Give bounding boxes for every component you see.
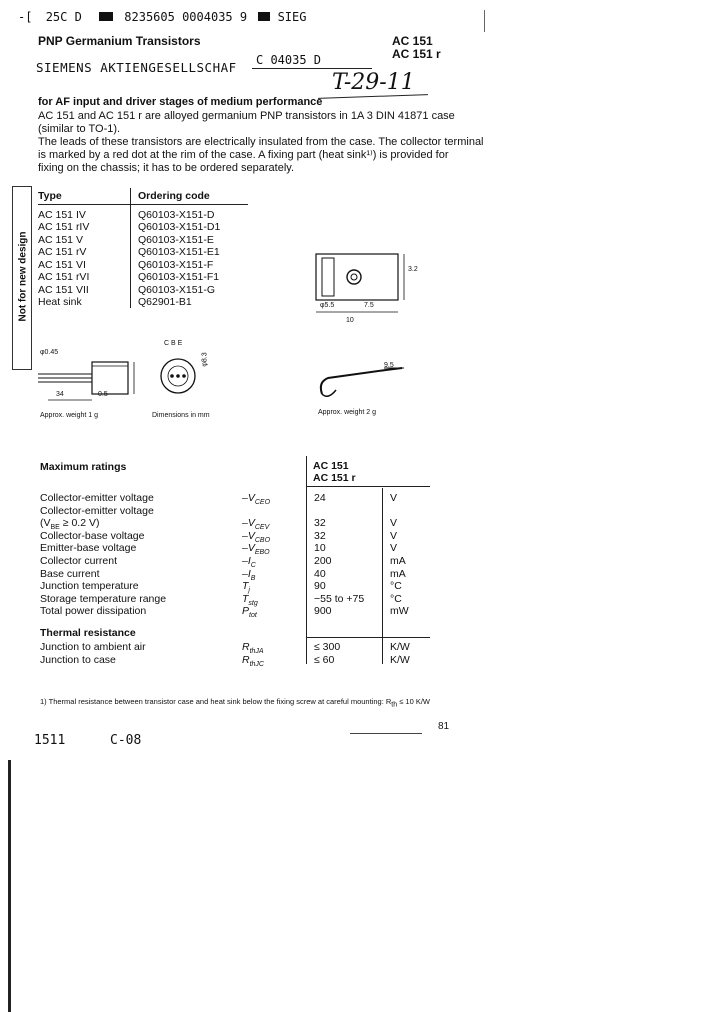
stamp-left: 1511 bbox=[34, 733, 66, 748]
rating-symbol-main: T bbox=[242, 592, 249, 605]
rating-param bbox=[40, 605, 146, 617]
ordering-code-2: Q60103-X151-D1 bbox=[138, 221, 221, 233]
scan-brand: SIEG bbox=[277, 10, 307, 24]
rating-symbol-main: –V bbox=[242, 517, 255, 530]
dimensions-caption: Dimensions in mm bbox=[152, 412, 210, 419]
footnote bbox=[40, 697, 430, 709]
rating-value: 24 bbox=[314, 492, 326, 504]
rating-unit: °C bbox=[390, 580, 402, 593]
ordering-code-4: Q60103-X151-E1 bbox=[138, 246, 220, 258]
rating-unit: V bbox=[390, 542, 398, 555]
max-ratings-left-rule bbox=[306, 456, 307, 664]
max-ratings-top-rule bbox=[306, 486, 430, 487]
rating-param-text: Junction to ambient air bbox=[40, 641, 146, 653]
rating-unit: K/W bbox=[390, 641, 410, 653]
ordering-code-1: Q60103-X151-D bbox=[138, 209, 215, 221]
ordering-code-7: Q60103-X151-G bbox=[138, 284, 216, 296]
part-number-2: AC 151 r bbox=[392, 47, 441, 61]
rating-param bbox=[40, 530, 144, 542]
transistor-dim-3: 0.5 bbox=[98, 391, 108, 398]
transistor-caption: Approx. weight 1 g bbox=[40, 412, 98, 419]
max-ratings-col-2: AC 151 r bbox=[313, 472, 356, 484]
ordering-column-rule bbox=[130, 188, 131, 308]
description-line-1: AC 151 and AC 151 r are alloyed germanium PNP transistors in 1A 3 DIN 41871 case bbox=[38, 110, 455, 122]
rating-value: 200 bbox=[314, 555, 332, 567]
scan-code-1: 25C D bbox=[45, 10, 82, 24]
rating-unit: mW bbox=[390, 605, 409, 618]
rating-value: 32 bbox=[314, 517, 326, 530]
scan-mark: -[ bbox=[18, 10, 33, 24]
footer-scribble bbox=[350, 733, 422, 734]
rating-symbol-main: T bbox=[242, 580, 249, 593]
rating-param bbox=[40, 580, 139, 592]
ordering-code-5: Q60103-X151-F bbox=[138, 259, 214, 271]
heatsink-dim-1: φ5.5 bbox=[320, 302, 335, 309]
rating-param bbox=[40, 555, 117, 567]
page-number: 81 bbox=[438, 721, 450, 732]
rating-param-text: Total power dissipation bbox=[40, 605, 147, 618]
ordering-type-6: AC 151 rVI bbox=[38, 271, 90, 283]
rating-symbol-main: –V bbox=[242, 529, 255, 542]
rating-value: 90 bbox=[314, 580, 326, 593]
company-code: C 04035 D bbox=[256, 53, 322, 67]
ordering-header-code: Ordering code bbox=[138, 190, 210, 202]
rating-symbol-sub: CBO bbox=[254, 536, 271, 544]
rating-param bbox=[40, 654, 116, 666]
rating-symbol-main: –I bbox=[242, 555, 251, 567]
stamp-right: C-08 bbox=[110, 733, 142, 748]
ordering-type-7: AC 151 VII bbox=[38, 284, 89, 296]
footnote-end: ≤ 10 K/W bbox=[397, 697, 431, 706]
page-title: PNP Germanium Transistors bbox=[38, 34, 201, 48]
rating-param bbox=[40, 641, 146, 653]
rating-param-text: (V bbox=[40, 517, 51, 530]
rating-symbol-sub: B bbox=[250, 574, 256, 582]
max-ratings-heading: Maximum ratings bbox=[40, 461, 127, 473]
rating-symbol bbox=[242, 605, 257, 622]
rating-value: −55 to +75 bbox=[314, 592, 365, 605]
heatsink-dim-4: 3.2 bbox=[408, 266, 418, 273]
rating-symbol-main: –V bbox=[242, 492, 255, 504]
transistor-side-drawing bbox=[38, 356, 148, 406]
rating-param-text: Collector-emitter voltage bbox=[40, 492, 154, 504]
side-label-box bbox=[12, 186, 32, 370]
transistor-top-drawing bbox=[156, 352, 206, 398]
description-line-4: is marked by a red dot at the rim of the case. A fixing part (heat sink¹⁾) is provided for bbox=[38, 149, 449, 161]
heatsink-dim-2: 7.5 bbox=[364, 302, 374, 309]
rating-symbol-sub: stg bbox=[248, 599, 258, 607]
scan-block-1 bbox=[99, 12, 113, 21]
rating-symbol-sub: thJA bbox=[249, 648, 264, 656]
header-underline bbox=[252, 68, 372, 69]
rating-symbol bbox=[242, 492, 270, 509]
max-ratings-col-1: AC 151 bbox=[313, 460, 349, 472]
rating-unit: mA bbox=[390, 555, 406, 567]
part-number-1: AC 151 bbox=[392, 34, 433, 48]
rating-symbol-sub: tot bbox=[249, 612, 257, 620]
rating-value: ≤ 300 bbox=[314, 641, 341, 653]
handwritten-note: T-29-11 bbox=[332, 70, 415, 95]
description-line-3: The leads of these transistors are electrically insulated from the case. The collector terminal bbox=[38, 136, 484, 148]
rating-param-rest: ≥ 0.2 V) bbox=[59, 517, 100, 530]
subtitle: for AF input and driver stages of medium performance bbox=[38, 96, 323, 108]
heatsink-caption: Approx. weight 2 g bbox=[318, 409, 376, 416]
rating-param bbox=[40, 568, 100, 580]
rating-unit: V bbox=[390, 492, 398, 504]
rating-value: 10 bbox=[314, 542, 326, 555]
rating-unit: V bbox=[390, 529, 398, 542]
rating-unit: °C bbox=[390, 592, 402, 605]
rating-param-sub: BE bbox=[50, 524, 60, 532]
ordering-type-8: Heat sink bbox=[38, 296, 82, 308]
ordering-code-8: Q62901-B1 bbox=[138, 296, 192, 308]
rating-param bbox=[40, 542, 136, 554]
company-line: SIEMENS AKTIENGESELLSCHAF bbox=[36, 60, 237, 75]
ordering-type-1: AC 151 IV bbox=[38, 209, 86, 221]
rating-symbol-sub: CEO bbox=[254, 499, 271, 507]
rating-symbol-sub: CEV bbox=[254, 524, 270, 532]
description-line-2: (similar to TO-1). bbox=[38, 123, 121, 135]
transistor-dim-2: 34 bbox=[56, 391, 64, 398]
ordering-code-3: Q60103-X151-E bbox=[138, 234, 214, 246]
heatsink-dim-3: 10 bbox=[346, 317, 354, 324]
rating-value: 32 bbox=[314, 529, 326, 542]
scan-edge-left bbox=[8, 760, 11, 1012]
ordering-code-6: Q60103-X151-F1 bbox=[138, 271, 220, 283]
rating-param bbox=[40, 505, 154, 517]
rating-param-text: Base current bbox=[40, 567, 100, 580]
rating-unit: V bbox=[390, 517, 398, 530]
transistor-dim-4: φ8.3 bbox=[201, 352, 209, 367]
rating-symbol bbox=[242, 654, 264, 671]
description-line-5: fixing on the chassis; it has to be ordered separately. bbox=[38, 162, 294, 174]
heatsink-drawing bbox=[306, 250, 416, 320]
rating-param-text: Collector-emitter voltage bbox=[40, 504, 154, 517]
rating-symbol-sub: j bbox=[248, 587, 250, 595]
ordering-type-3: AC 151 V bbox=[38, 234, 83, 246]
transistor-dim-1: φ0.45 bbox=[40, 349, 59, 356]
rating-value: ≤ 60 bbox=[314, 653, 335, 666]
rating-symbol-main: R bbox=[242, 641, 250, 653]
scan-header bbox=[18, 10, 306, 24]
ordering-type-2: AC 151 rIV bbox=[38, 221, 90, 233]
heatsink-side-dim: 9.5 bbox=[384, 362, 394, 369]
ordering-header-rule bbox=[38, 204, 248, 205]
footnote-text: 1) Thermal resistance between transistor case and heat sink below the fixing screw at careful mounting: R bbox=[40, 697, 392, 706]
thermal-heading: Thermal resistance bbox=[40, 627, 136, 639]
heatsink-side-drawing bbox=[314, 360, 414, 404]
rating-value: 40 bbox=[314, 567, 326, 580]
transistor-pin-labels: C B E bbox=[164, 340, 183, 347]
rating-symbol-main: –I bbox=[242, 567, 251, 580]
rating-param-text: Junction to case bbox=[40, 653, 116, 666]
ordering-type-5: AC 151 VI bbox=[38, 259, 86, 271]
rating-value: 900 bbox=[314, 605, 332, 618]
rating-param-text: Junction temperature bbox=[40, 580, 139, 593]
rating-param bbox=[40, 593, 166, 605]
rating-symbol-main: R bbox=[242, 653, 250, 666]
ordering-header-type: Type bbox=[38, 190, 62, 202]
rating-symbol-sub: thJC bbox=[249, 660, 264, 668]
rating-param-text: Storage temperature range bbox=[40, 592, 167, 605]
scan-code-2: 8235605 0004035 9 bbox=[124, 10, 248, 24]
rating-param-text: Collector current bbox=[40, 555, 118, 567]
scan-edge-right bbox=[484, 10, 485, 32]
rating-symbol-sub: EBO bbox=[254, 549, 270, 557]
ordering-type-4: AC 151 rV bbox=[38, 246, 87, 258]
rating-symbol-main: –V bbox=[242, 542, 255, 555]
rating-unit: K/W bbox=[390, 653, 410, 666]
rating-symbol-sub: C bbox=[250, 562, 256, 570]
footnote-sub: th bbox=[391, 701, 398, 709]
rating-param-text: Collector-base voltage bbox=[40, 529, 145, 542]
side-label: Not for new design bbox=[17, 231, 29, 322]
rating-param-text: Emitter-base voltage bbox=[40, 542, 137, 555]
rating-unit: mA bbox=[390, 567, 406, 580]
scan-block-2 bbox=[258, 12, 270, 21]
thermal-rule bbox=[306, 637, 430, 638]
rating-param bbox=[40, 492, 154, 504]
rating-symbol-main: P bbox=[242, 605, 250, 618]
